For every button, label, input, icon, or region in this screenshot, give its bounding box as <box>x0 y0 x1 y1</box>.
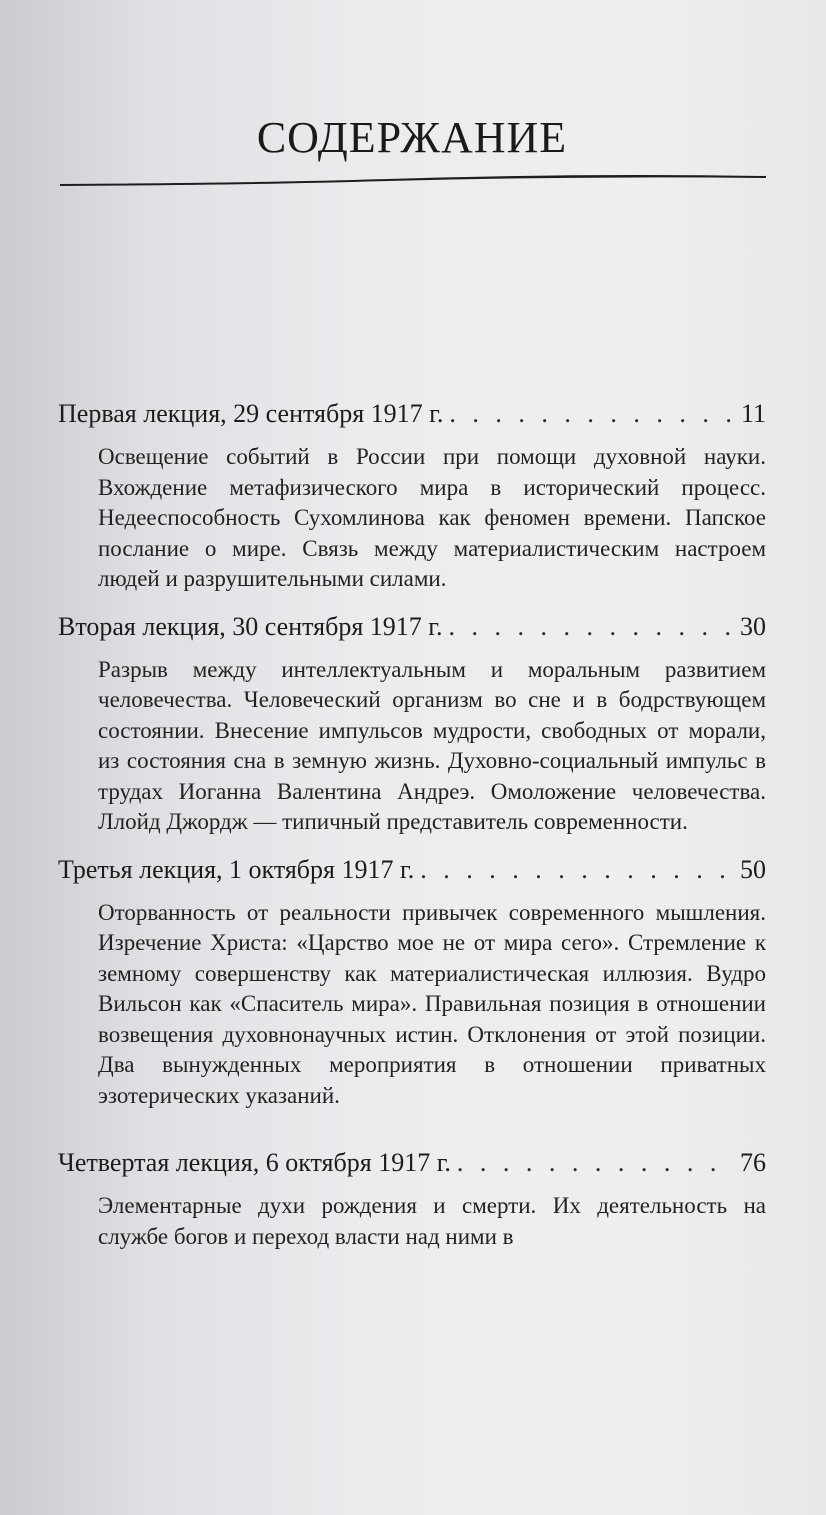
toc-summary: Оторванность от реальности привычек современного мышления. Изречение Христа: «Царство мое не от мира сего». Стремление к земному совершенству как материалистическая иллюзия. Вудро Вильсон как «Спаситель мира». Правильная позиция в отношении возвещения духовнонаучных истин. Отклонения от этой позиции. Два вынужденных мероприятия в отношении приватных эзотерических указаний. <box>98 899 766 1108</box>
toc-summary: Освещение событий в России при помощи духовной науки. Вхождение метафизического мира в исторический процесс. Недееспособность Сухомлинова как феномен времени. Папское послание о мире. Связь между материалистическим настроем людей и разрушительными силами. <box>98 444 766 591</box>
page-title: СОДЕРЖАНИЕ <box>256 113 568 162</box>
dot-leader <box>420 852 734 888</box>
dot-leader <box>449 396 735 432</box>
toc-page-number: 30 <box>740 611 766 641</box>
toc-heading-row[interactable] <box>58 852 766 888</box>
toc-entry-1 <box>58 396 766 595</box>
dot-leader <box>457 1145 734 1181</box>
toc-entry-3 <box>58 852 766 1112</box>
toc-heading: Третья лекция, 1 октября 1917 г. <box>58 854 415 884</box>
toc-heading-row[interactable] <box>58 609 766 645</box>
toc-heading: Первая лекция, 29 сентября 1917 г. <box>58 399 444 428</box>
toc-page-number: 76 <box>740 1148 766 1177</box>
title-ornament-rule <box>58 172 768 186</box>
toc-summary: Элементарные духи рождения и смерти. Их деятельность на службе богов и переход власти над ними в <box>98 1193 766 1249</box>
dot-leader <box>449 609 734 645</box>
toc-page-number: 50 <box>740 854 766 884</box>
book-page <box>58 0 770 1515</box>
toc-summary: Разрыв между интеллектуальным и моральным развитием человечества. Человеческий организм во сне и в бодрствующем состоянии. Внесение импульсов мудрости, свободных от морали, из состояния сна в земную жизнь. Духовно-социальный импульс в трудах Иоганна Валентина Андреэ. Омоложение человечества. Ллойд Джордж — типичный представитель современности. <box>98 656 766 834</box>
toc-entry-4 <box>58 1145 766 1252</box>
toc-heading-row[interactable] <box>58 396 766 432</box>
table-of-contents <box>58 396 766 1252</box>
toc-heading-row[interactable] <box>58 1145 766 1181</box>
toc-entry-2 <box>58 609 766 838</box>
toc-heading: Вторая лекция, 30 сентября 1917 г. <box>58 611 443 641</box>
toc-heading: Четвертая лекция, 6 октября 1917 г. <box>58 1148 451 1177</box>
toc-page-number: 11 <box>740 399 766 428</box>
